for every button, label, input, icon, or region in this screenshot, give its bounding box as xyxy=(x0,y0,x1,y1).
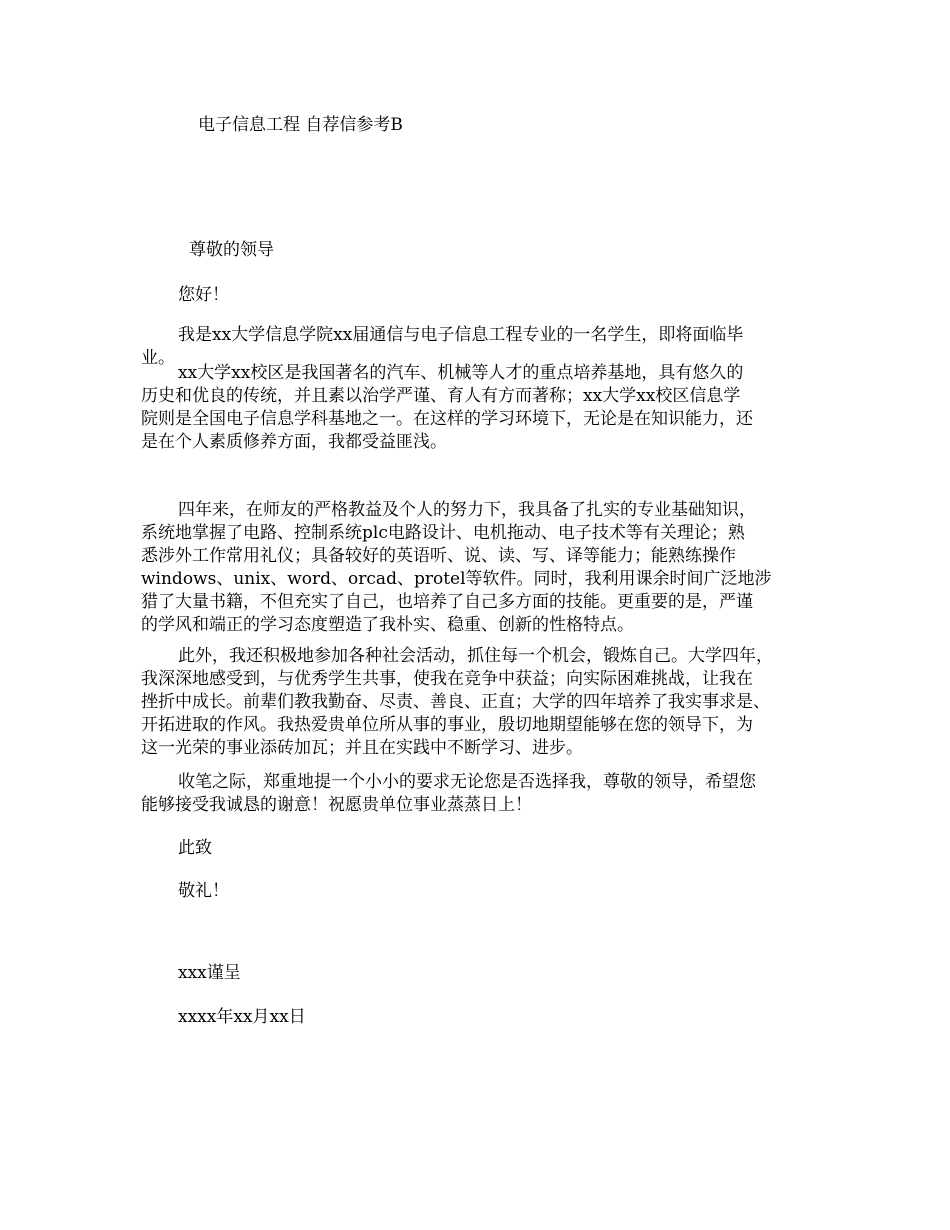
paragraph-line: windows、unix、word、orcad、protel等软件。同时，我利用课余时间广泛地涉 xyxy=(141,569,772,589)
paragraph-line: 挫折中成长。前辈们教我勤奋、尽责、善良、正直；大学的四年培养了我实事求是、 xyxy=(141,692,770,712)
paragraph-line: 能够接受我诚恳的谢意！祝愿贵单位事业蒸蒸日上！ xyxy=(141,795,532,815)
paragraph-line: 业。 xyxy=(141,348,175,368)
paragraph-line: 的学风和端正的学习态度塑造了我朴实、稳重、创新的性格特点。 xyxy=(141,615,634,635)
document-title: 电子信息工程 自荐信参考B xyxy=(198,115,403,135)
paragraph-line: 此外，我还积极地参加各种社会活动，抓住每一个机会，锻炼自己。大学四年， xyxy=(178,646,773,666)
paragraph-line: 猎了大量书籍，不但充实了自己，也培养了自己多方面的技能。更重要的是，严谨 xyxy=(141,592,753,612)
closing-line-2: 敬礼！ xyxy=(178,881,229,901)
paragraph-line: xx大学xx校区是我国著名的汽车、机械等人才的重点培养基地，具有悠久的 xyxy=(178,363,744,383)
paragraph-4 xyxy=(141,645,811,760)
paragraph-line: 我深深地感受到，与优秀学生共事，使我在竞争中获益；向实际困难挑战，让我在 xyxy=(141,669,753,689)
salutation: 尊敬的领导 xyxy=(189,240,274,260)
paragraph-line: 收笔之际，郑重地提一个小小的要求无论您是否选择我，尊敬的领导，希望您 xyxy=(178,772,756,792)
closing-line-1: 此致 xyxy=(178,838,212,858)
paragraph-line: 四年来，在师友的严格教益及个人的努力下，我具备了扎实的专业基础知识， xyxy=(178,500,756,520)
paragraph-line: 这一光荣的事业添砖加瓦；并且在实践中不断学习、进步。 xyxy=(141,738,583,758)
paragraph-line: 系统地掌握了电路、控制系统plc电路设计、电机拖动、电子技术等有关理论；熟 xyxy=(141,523,745,543)
date: xxxx年xx月xx日 xyxy=(178,1007,306,1027)
paragraph-5 xyxy=(141,771,811,817)
paragraph-line: 我是xx大学信息学院xx届通信与电子信息工程专业的一名学生，即将面临毕 xyxy=(178,325,744,345)
paragraph-line: 院则是全国电子信息学科基地之一。在这样的学习环境下，无论是在知识能力，还 xyxy=(141,409,753,429)
paragraph-2 xyxy=(141,362,811,454)
paragraph-line: 是在个人素质修养方面，我都受益匪浅。 xyxy=(141,432,447,452)
paragraph-line: 悉涉外工作常用礼仪；具备较好的英语听、说、读、写、译等能力；能熟练操作 xyxy=(141,546,736,566)
paragraph-line: 开拓进取的作风。我热爱贵单位所从事的事业，殷切地期望能够在您的领导下，为 xyxy=(141,715,753,735)
paragraph-3 xyxy=(141,499,811,637)
greeting: 您好！ xyxy=(178,285,229,305)
signature: xxx谨呈 xyxy=(178,963,241,983)
paragraph-line: 历史和优良的传统，并且素以治学严谨、育人有方而著称；xx大学xx校区信息学 xyxy=(141,386,741,406)
